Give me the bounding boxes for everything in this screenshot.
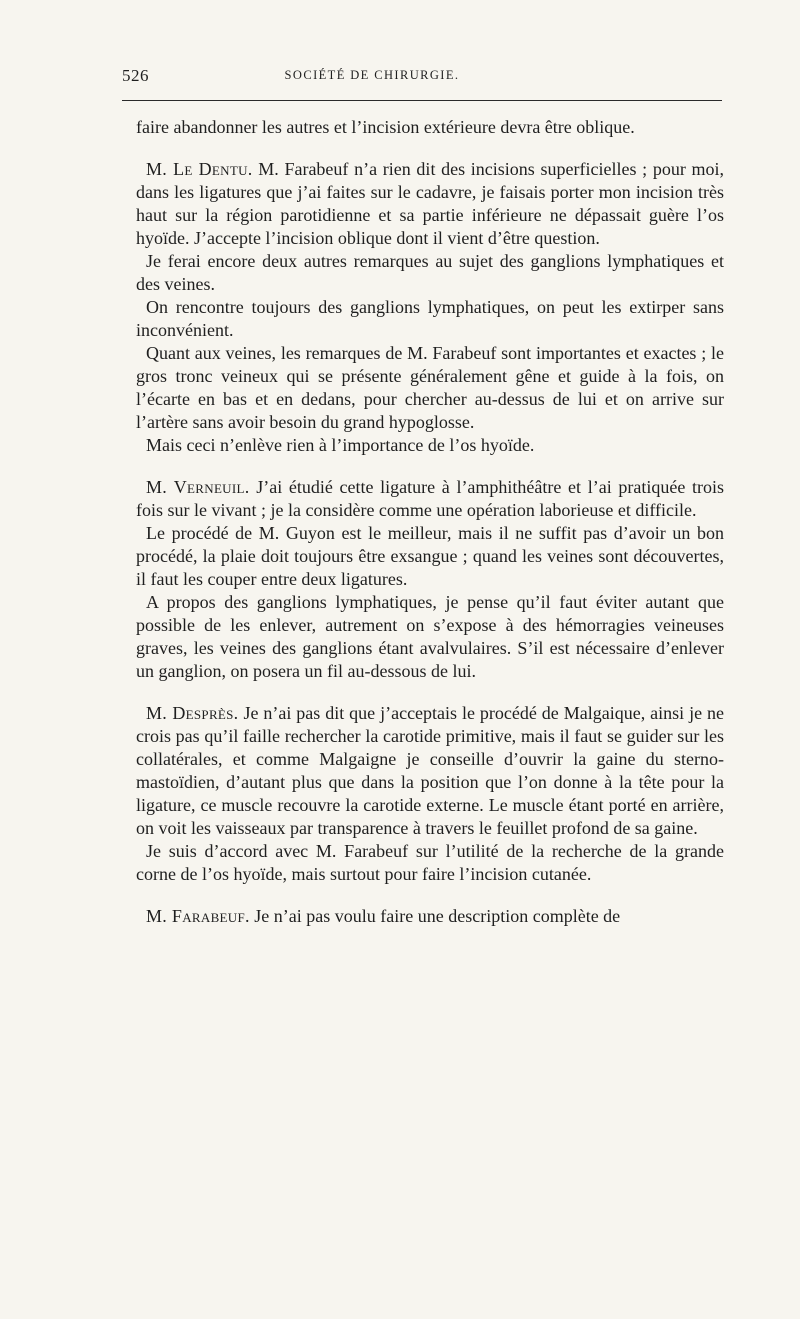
paragraph-text: Mais ceci n’enlève rien à l’importance de l’os hyoïde. [146,435,535,455]
paragraph [136,840,724,886]
paragraph-text: On rencontre toujours des ganglions lymphatiques, on peut les extirper sans inconvénient. [136,297,724,340]
body-text [136,116,724,928]
paragraph-text: Je suis d’accord avec M. Farabeuf sur l’utilité de la recherche de la grande corne de l’os hyoïde, mais surtout pour faire l’incision cutanée. [136,841,724,884]
paragraph-text: J’ai étudié cette ligature à l’amphithéâtre et l’ai pratiquée trois fois sur le vivant ; je la considère comme une opération laborieuse et difficile. [136,477,724,520]
speaker-name: M. Le Dentu. [146,159,253,179]
paragraph [136,905,724,928]
paragraph [136,591,724,683]
speaker-name: M. Verneuil. [146,477,250,497]
speaker-name: M. Desprès. [146,703,239,723]
paragraph [136,702,724,840]
page-number: 526 [122,66,149,85]
paragraph-text: A propos des ganglions lymphatiques, je pense qu’il faut éviter autant que possible de les enlever, autrement on s’expose à des hémorragies veineuses graves, les veines des ganglions étant avalvulaires. S’il est nécessaire d’enlever un ganglion, on posera un fil au-dessous de lui. [136,592,724,681]
paragraph [136,522,724,591]
paragraph-text: Je n’ai pas voulu faire une description complète de [249,906,621,926]
paragraph [136,434,724,457]
paragraph-text: Le procédé de M. Guyon est le meilleur, mais il ne suffit pas d’avoir un bon procédé, la plaie doit toujours être exsangue ; quand les veines sont découvertes, il faut les couper entre deux ligatures. [136,523,724,589]
header-rule [122,100,722,101]
paragraph-text: Quant aux veines, les remarques de M. Farabeuf sont importantes et exactes ; le gros tronc veineux qui se présente généralement gêne et guide à la fois, on l’écarte en bas et en dedans, pour chercher au-dessus de lui et on arrive sur l’artère sans avoir besoin du grand hypoglosse. [136,343,724,432]
paragraph-text: M. Farabeuf n’a rien dit des incisions superficielles ; pour moi, dans les ligatures que j’ai faites sur le cadavre, je faisais porter mon incision très haut sur la région parotidienne et sa partie inférieure ne dépassait guère l’os hyoïde. J’accepte l’incision oblique dont il vient d’être question. [136,159,724,248]
paragraph [136,342,724,434]
paragraph-text: Je n’ai pas dit que j’acceptais le procédé de Malgaique, ainsi je ne crois pas qu’il faille rechercher la carotide primitive, mais il faut se guider sur les collatérales, et comme Malgaigne je conseille d’ouvrir la gaine du sterno-mastoïdien, d’autant plus que dans la position que l’on donne à la tête pour la ligature, ce muscle recouvre la carotide externe. Le muscle étant porté en arrière, on voit les vaisseaux par transparence à travers le feuillet profond de sa gaine. [136,703,725,838]
paragraph-text: faire abandonner les autres et l’incision extérieure devra être oblique. [136,117,635,137]
running-title: SOCIÉTÉ DE CHIRURGIE. [284,68,460,82]
paragraph [136,116,724,139]
running-head [122,66,722,90]
paragraph [136,158,724,250]
paragraph-text: Je ferai encore deux autres remarques au sujet des ganglions lymphatiques et des veines. [136,251,724,294]
speaker-name: M. Farabeuf. [146,906,250,926]
paragraph [136,250,724,296]
paragraph [136,296,724,342]
paragraph [136,476,724,522]
